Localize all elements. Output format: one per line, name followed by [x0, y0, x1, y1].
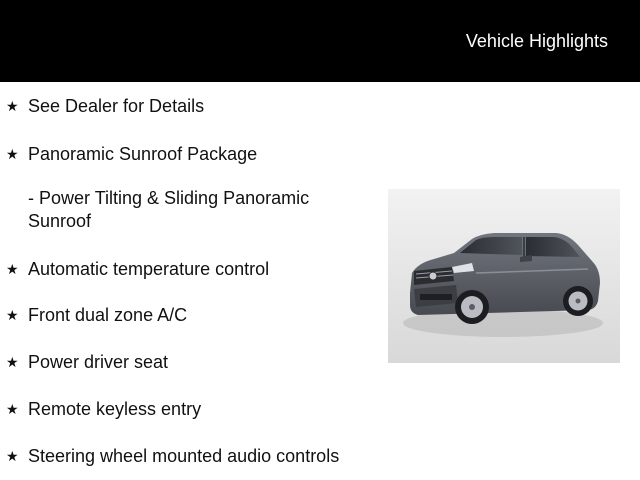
star-icon: ★: [6, 146, 19, 162]
star-icon: ★: [6, 401, 19, 417]
list-item-label: Front dual zone A/C: [28, 305, 188, 325]
list-item-label: Power driver seat: [28, 352, 169, 372]
star-icon: ★: [6, 261, 19, 277]
page-title: Vehicle Highlights: [465, 31, 608, 51]
star-icon: ★: [6, 448, 19, 464]
list-item-label: Remote keyless entry: [28, 399, 202, 419]
list-item-label: Steering wheel mounted audio controls: [28, 446, 340, 466]
list-item-detail: - Power Tilting & Sliding Panoramic Sunroof: [28, 188, 310, 231]
list-item-label: See Dealer for Details: [28, 96, 205, 116]
star-icon: ★: [6, 307, 19, 323]
list-item-label: Panoramic Sunroof Package: [28, 144, 258, 164]
star-icon: ★: [6, 354, 19, 370]
star-icon: ★: [6, 98, 19, 114]
list-item-label: Automatic temperature control: [28, 259, 270, 279]
suv-illustration: [388, 189, 620, 363]
vehicle-photo: [388, 189, 620, 363]
